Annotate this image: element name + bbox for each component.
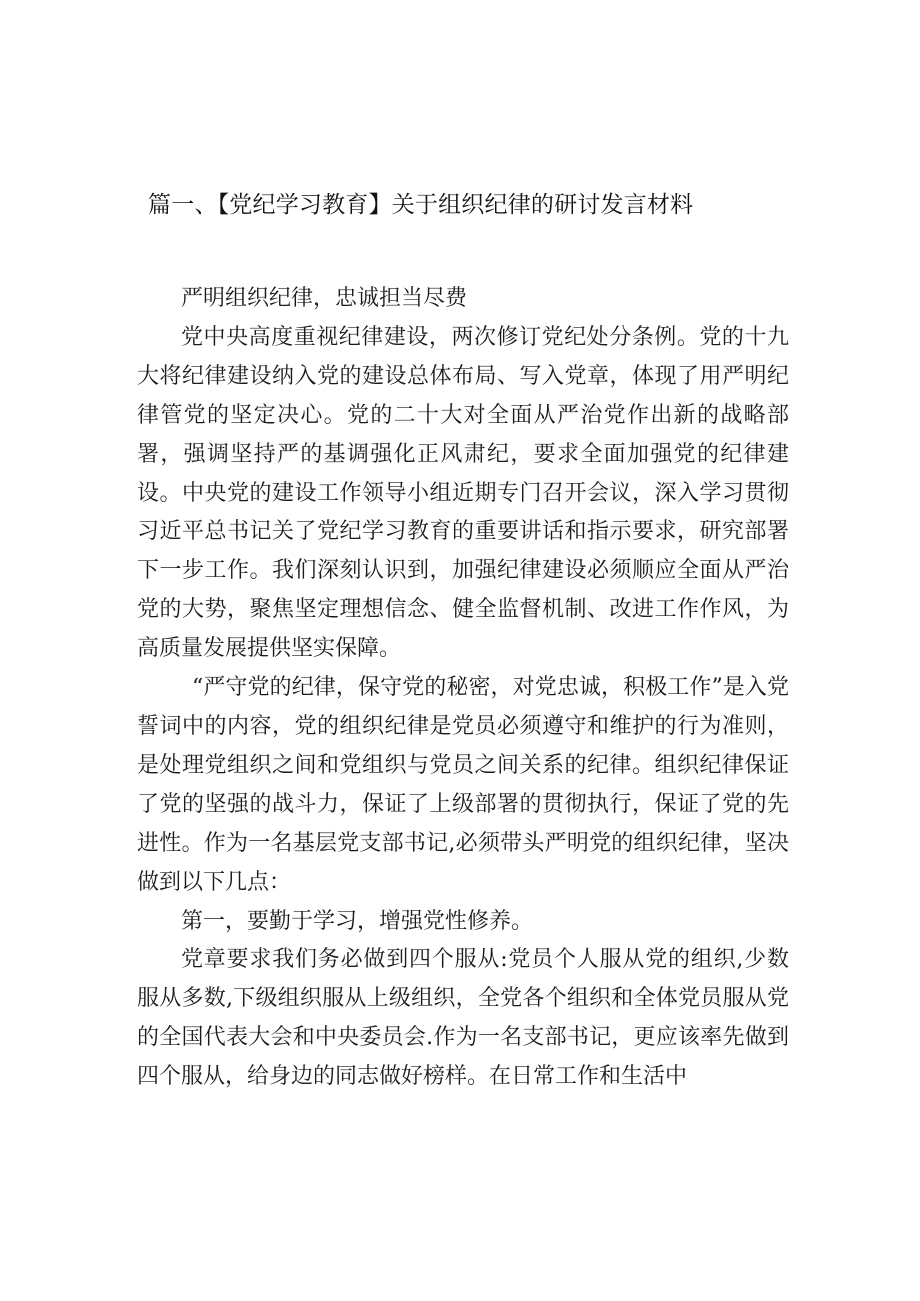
body-paragraph: 党章要求我们务必做到四个服从:党员个人服从党的组织,少数服从多数,下级组织服从上级组织，全党各个组织和全体党员服从党的全国代表大会和中央委员会.作为一名支部书记，更应该率先做到四个服从，给身边的同志做好榜样。在日常工作和生活中 [137,947,789,1090]
section-subtitle: 严明组织纪律，忠诚担当尽费 [181,286,468,311]
document-body [137,280,789,1097]
document-title: 篇一、【党纪学习教育】关于组织纪律的研讨发言材料 [148,192,694,218]
body-paragraph: 党中央高度重视纪律建设，两次修订党纪处分条例。党的十九大将纪律建设纳入党的建设总体布局、写入党章，体现了用严明纪律管党的坚定决心。党的二十大对全面从严治党作出新的战略部署，强调坚持严的基调强化正风肃纪，要求全面加强党的纪律建设。中央党的建设工作领导小组近期专门召开会议，深入学习贯彻习近平总书记关了党纪学习教育的重要讲话和指示要求，研究部署下一步工作。我们深刻认识到，加强纪律建设必须顺应全面从严治党的大势，聚焦坚定理想信念、健全监督机制、改进工作作风，为高质量发展提供坚实保障。 [137,324,789,662]
point-heading: 第一，要勤于学习，增强党性修养。 [181,908,534,934]
body-paragraph: “严守党的纪律，保守党的秘密，对党忠诚，积极工作”是入党誓词中的内容，党的组织纪律是党员必须遵守和维护的行为准则，是处理党组织之间和党组织与党员之间关系的纪律。组织纪律保证了党的坚强的战斗力，保证了上级部署的贯彻执行，保证了党的先进性。作为一名基层党支部书记,必须带头严明党的组织纪律，坚决做到以下几点： [137,675,789,895]
